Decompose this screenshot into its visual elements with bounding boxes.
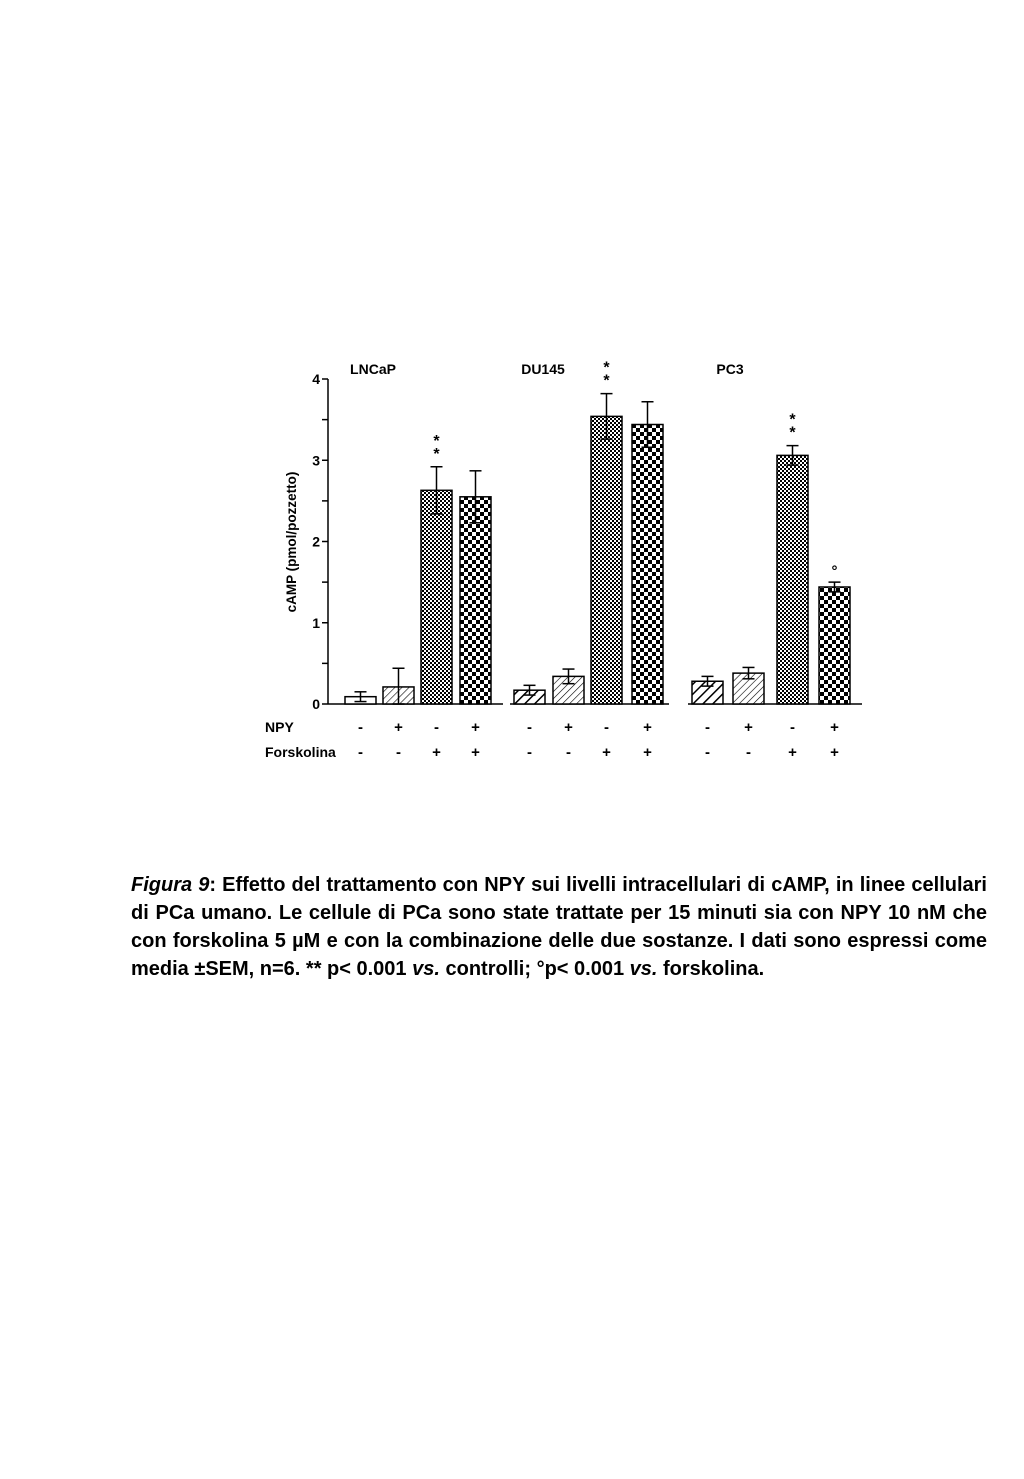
significance-mark: * — [433, 432, 440, 450]
forskolina-sign: + — [602, 744, 611, 761]
y-tick-label: 4 — [312, 371, 320, 387]
forskolina-sign: - — [566, 744, 571, 761]
group-title: LNCaP — [350, 361, 396, 377]
y-tick-label: 3 — [312, 452, 320, 469]
forskolina-sign: + — [830, 744, 839, 761]
npy-sign: - — [604, 719, 609, 736]
caption-vs-1: vs. — [412, 958, 440, 980]
forskolina-sign: - — [527, 744, 532, 761]
caption-vs-2: vs. — [629, 958, 658, 980]
bar — [632, 425, 663, 705]
y-tick-label: 1 — [312, 614, 320, 631]
forskolina-sign: + — [471, 744, 480, 761]
forskolina-sign: - — [396, 744, 401, 761]
bar — [421, 490, 452, 704]
forskolina-sign: - — [705, 744, 710, 761]
caption-text-1: : Effetto del trattamento con NPY sui livelli intracellulari di cAMP, in linee cellulari di PCa umano. Le cellule di PCa sono state trattate per 15 minuti sia con NPY 10 nM che con forskolina 5 µM e con la combinazione delle due sostanze. I dati sono espressi come media ±SEM, n=6. ** p< 0.001 — [131, 874, 987, 980]
bar — [460, 497, 491, 704]
npy-sign: + — [394, 719, 403, 736]
forskolina-sign: + — [788, 744, 797, 761]
group-title: PC3 — [716, 361, 744, 377]
npy-sign: - — [358, 719, 363, 736]
row-label-npy: NPY — [265, 719, 294, 735]
significance-mark: * — [603, 372, 610, 390]
significance-mark: * — [789, 411, 796, 429]
significance-mark: * — [789, 424, 796, 442]
npy-sign: - — [790, 719, 795, 736]
npy-sign: - — [705, 719, 710, 736]
figure-caption — [131, 871, 987, 983]
significance-mark: * — [603, 359, 610, 377]
group-title: DU145 — [521, 361, 565, 377]
bar — [819, 587, 850, 704]
significance-mark: * — [433, 445, 440, 463]
npy-sign: - — [527, 719, 532, 736]
caption-text-3: forskolina. — [657, 958, 765, 980]
significance-mark: ° — [831, 563, 838, 581]
npy-sign: + — [643, 719, 652, 736]
forskolina-sign: + — [432, 744, 441, 761]
npy-sign: + — [471, 719, 480, 736]
y-axis-label: cAMP (pmol/pozzetto) — [284, 471, 299, 613]
npy-sign: + — [830, 719, 839, 736]
npy-sign: - — [434, 719, 439, 736]
row-label-forskolina: Forskolina — [265, 744, 336, 760]
forskolina-sign: + — [643, 744, 652, 761]
y-tick-label: 0 — [312, 696, 320, 712]
figure-label: Figura 9 — [131, 874, 210, 896]
npy-sign: + — [744, 719, 753, 736]
bar — [777, 455, 808, 704]
caption-text-2: controlli; °p< 0.001 — [439, 958, 630, 980]
forskolina-sign: - — [358, 744, 363, 761]
npy-sign: + — [564, 719, 573, 736]
bar — [591, 416, 622, 704]
forskolina-sign: - — [746, 744, 751, 761]
y-tick-label: 2 — [312, 533, 320, 550]
